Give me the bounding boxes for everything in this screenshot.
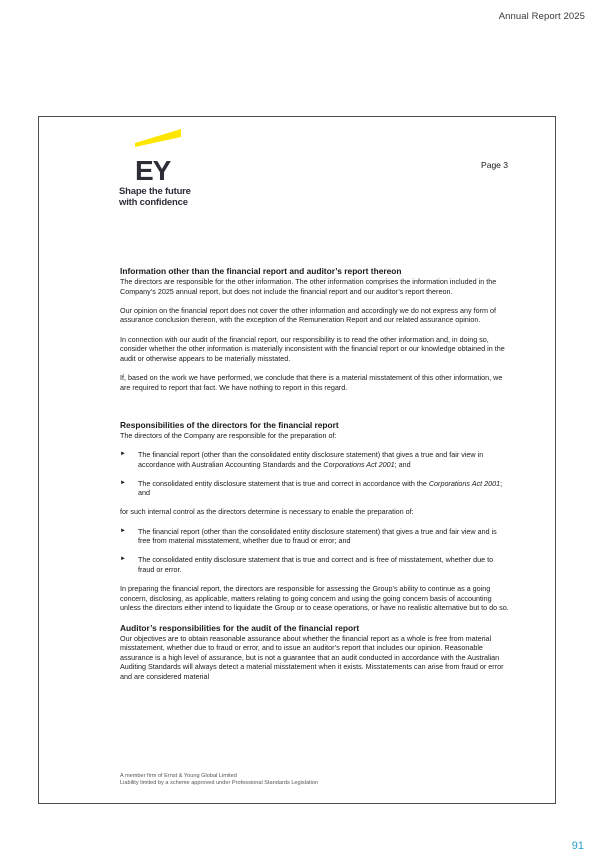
audit-letter-page bbox=[38, 116, 556, 804]
ey-logo bbox=[119, 129, 209, 208]
bullet-arrow-icon: ► bbox=[120, 479, 126, 486]
report-title: Annual Report 2025 bbox=[498, 11, 585, 22]
section-heading-auditor: Auditor’s responsibilities for the audit of the financial report bbox=[120, 622, 360, 633]
bullet-arrow-icon: ► bbox=[120, 527, 126, 534]
paragraph: Our objectives are to obtain reasonable assurance about whether the financial report as a whole is free from material misstatement, whether due to fraud or error, and to issue an auditor’s report that includes our opinion. Reasonable assurance is a high level of assurance, but is not a guarantee that an audit conducted in accordance with the Australian Auditing Standards will always detect a material misstatement when it exists. Misstatements can arise from fraud or error and are considered material bbox=[120, 633, 504, 681]
list-item: ► The financial report (other than the consolidated entity disclosure statement) that gives a true and fair view in accordance with Australian Accounting Standards and the Corporations Act 2001; and bbox=[120, 449, 484, 469]
paragraph: If, based on the work we have performed, we conclude that there is a material misstatement of this other information, we are required to report that fact. We have nothing to report in this regard. bbox=[120, 372, 503, 392]
paragraph: for such internal control as the directors determine is necessary to enable the preparation of: bbox=[120, 507, 414, 517]
ey-beam-icon bbox=[135, 129, 181, 151]
paragraph: In connection with our audit of the financial report, our responsibility is to read the other information and, in doing so, consider whether the other information is materially inconsistent with the financial report or our knowledge obtained in the audit or otherwise appears to be materially misstated. bbox=[120, 334, 505, 363]
ey-logo-text: EY bbox=[135, 155, 171, 186]
paragraph: In preparing the financial report, the directors are responsible for assessing the Group’s ability to continue as a going concern, disclosing, as applicable, matters relating to going concern and using the going concern basis of accounting unless the directors either intend to liquidate the Group or to cease operations, or have no realistic alternative but to do so. bbox=[120, 584, 509, 613]
list-item: ► The financial report (other than the consolidated entity disclosure statement) that gives a true and fair view and is free from material misstatement, whether due to fraud or error; and bbox=[120, 526, 497, 546]
section-heading-other-info: Information other than the financial report and auditor’s report thereon bbox=[120, 266, 402, 276]
bullet-arrow-icon: ► bbox=[120, 450, 126, 457]
paragraph: The directors of the Company are responsible for the preparation of: bbox=[120, 430, 337, 440]
firm-note: A member firm of Ernst & Young Global Limited Liability limited by a scheme approved under Professional Standards Legislation bbox=[120, 773, 319, 786]
list-item: ► The consolidated entity disclosure statement that is true and correct and is free of misstatement, whether due to fraud or error. bbox=[120, 555, 494, 575]
paragraph: The directors are responsible for the other information. The other information comprises the information included in the Company’s 2025 annual report, but does not include the financial report and our auditor’s report thereon. bbox=[120, 277, 497, 296]
paragraph: Our opinion on the financial report does not cover the other information and accordingly we do not express any form of assurance conclusion thereon, with the exception of the Remuneration Report and our related assurance opinion. bbox=[120, 305, 496, 325]
section-heading-directors: Responsibilities of the directors for the financial report bbox=[120, 419, 339, 430]
bullet-arrow-icon: ► bbox=[120, 556, 126, 563]
letter-page-label: Page 3 bbox=[481, 160, 508, 170]
letter-body bbox=[120, 266, 510, 688]
ey-tagline: Shape the future with confidence bbox=[119, 186, 191, 208]
list-item: ► The consolidated entity disclosure statement that is true and correct in accordance with the Corporations Act 2001; and bbox=[120, 478, 503, 498]
page-number: 91 bbox=[571, 840, 584, 852]
